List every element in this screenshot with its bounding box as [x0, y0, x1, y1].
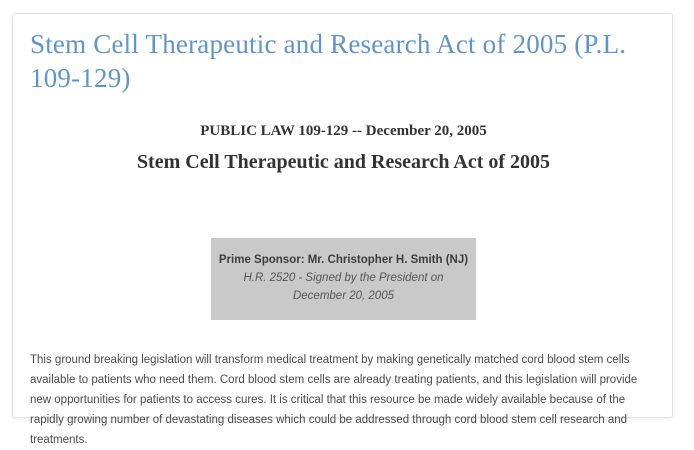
public-law-heading: PUBLIC LAW 109-129 -- December 20, 2005 [200, 123, 487, 139]
bill-signed-line-2: December 20, 2005 [292, 290, 394, 302]
act-title-heading: Stem Cell Therapeutic and Research Act of 2005 [136, 151, 551, 173]
bill-signed-line-1: H.R. 2520 - Signed by the President on [243, 272, 444, 284]
page-title: Stem Cell Therapeutic and Research Act of 2005 (P.L. 109-129) [30, 29, 627, 93]
document-card [12, 13, 673, 446]
prime-sponsor-line: Prime Sponsor: Mr. Christopher H. Smith (NJ) [218, 254, 469, 266]
sponsor-box-container [30, 238, 657, 320]
sponsor-box [211, 238, 476, 320]
summary-paragraph: This ground breaking legislation will transform medical treatment by making genetically matched cord blood stem cells available to patients who need them. Cord blood stem cells are already treating patients, and this legislation will provide new opportunities for patients to access cures. It is critical that this resource be made widely available because of the rapidly growing number of devastating diseases which could be addressed through cord blood stem cell research and treatments. [30, 354, 638, 446]
